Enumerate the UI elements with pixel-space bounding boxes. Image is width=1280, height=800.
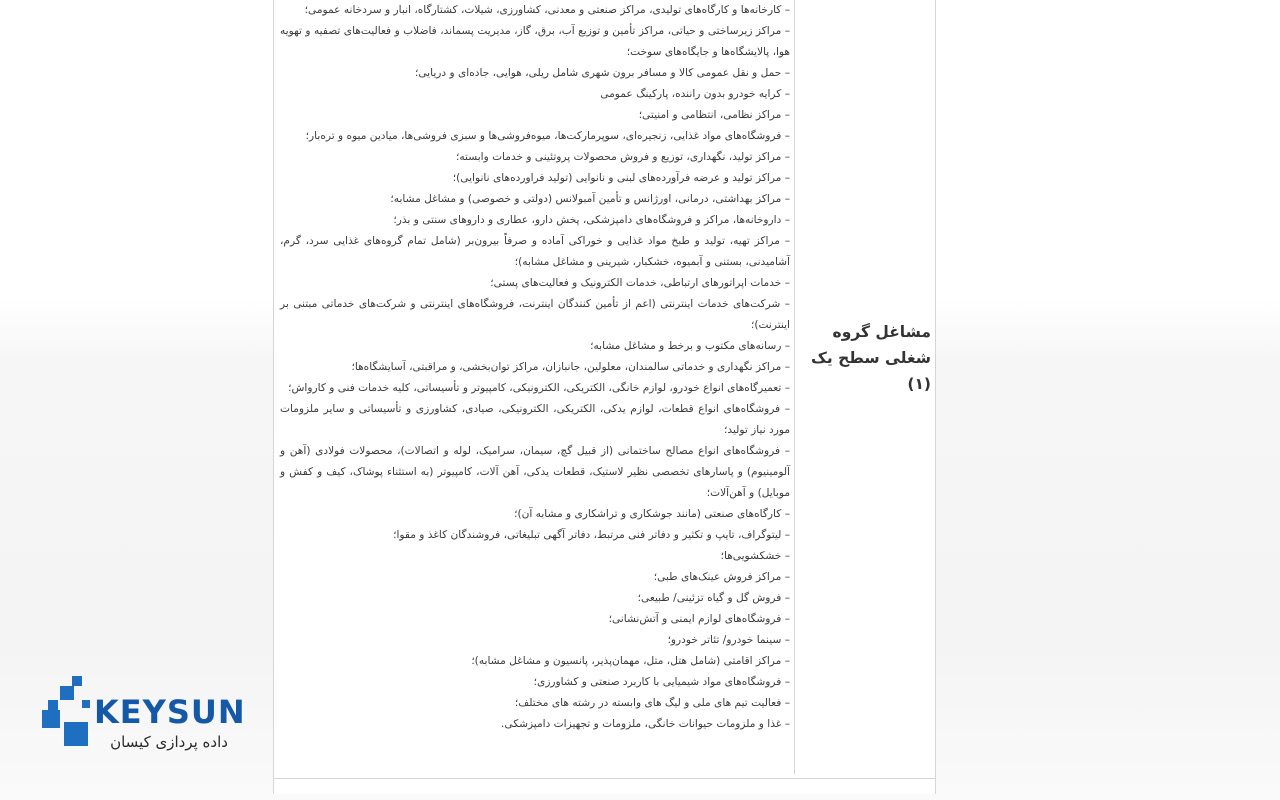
- activity-item: – فروشگاه‌های انواع قطعات، لوازم یدکی، الکتریکی، الکترونیکی، صیادی، کشاورزی و تأسیساتی و سایر ملزومات مورد نیاز تولید؛: [280, 403, 790, 436]
- activity-item: – شرکت‌های خدمات اینترنتی (اعم از تأمین کنندگان اینترنت، فروشگاه‌های اینترنتی و شرکت‌های خدماتی مبتنی بر اینترنت)؛: [280, 298, 790, 331]
- activity-item: – مراکز بهداشتی، درمانی، اورژانس و تأمین آمبولانس (دولتی و خصوصی) و مشاغل مشابه؛: [390, 193, 790, 205]
- activity-item: – خشکشویی‌ها؛: [720, 550, 790, 562]
- activity-item: – فروشگاه‌های انواع مصالح ساختمانی (از قبیل گچ، سیمان، سرامیک، لوله و اتصالات)، محصولات فولادی (آهن و آلومینیوم) و پاسارهای تخصصی نظیر لاستیک، قطعات یدکی، آهن آلات، کامپیوتر (به استثناء پوشاک، کیف و کفش و موبایل) و آهن‌آلات؛: [280, 445, 790, 499]
- activity-item: – تعمیرگاه‌های انواع خودرو، لوازم خانگی، الکتریکی، الکترونیکی، کامپیوتر و تأسیساتی، کلیه خدمات فنی و کارواش؛: [288, 382, 790, 394]
- activity-item: – فروشگاه‌های مواد غذایی، زنجیره‌ای، سوپرمارکت‌ها، میوه‌فروشی‌ها و سبزی فروشی‌ها، میادین میوه و تره‌بار؛: [305, 130, 790, 142]
- table-bottom-border: [274, 778, 935, 779]
- activity-item: – غذا و ملزومات حیوانات خانگی، ملزومات و تجهیزات دامپزشکی.: [501, 718, 790, 730]
- activity-item: – رسانه‌های مکتوب و برخط و مشاغل مشابه؛: [590, 340, 790, 352]
- activity-item: – فروش گل و گیاه تزئینی/ طبیعی؛: [637, 592, 790, 604]
- activity-item: – مراکز نگهداری و خدماتی سالمندان، معلولین، جانبازان، مراکز توان‌بخشی، و مراقبتی، آسایشگاه‌ها؛: [351, 361, 790, 373]
- column-divider: [794, 0, 795, 774]
- activity-item: – مراکز تولید و عرضه فرآورده‌های لبنی و نانوایی (تولید فراورده‌های نانوایی)؛: [452, 172, 790, 184]
- category-title: مشاغل گروه شغلی سطح یک (۱): [811, 323, 931, 393]
- document-table: [273, 0, 936, 794]
- activity-item: – کرایه خودرو بدون راننده، پارکینگ عمومی: [600, 88, 790, 100]
- activity-item: – کارخانه‌ها و کارگاه‌های تولیدی، مراکز صنعتی و معدنی، کشاورزی، شیلات، کشتارگاه، انبار و سردخانه عمومی؛: [304, 4, 790, 16]
- activity-item: – مراکز نظامی، انتظامی و امنیتی؛: [638, 109, 790, 121]
- activity-item: – حمل و نقل عمومی کالا و مسافر برون شهری شامل ریلی، هوایی، جاده‌ای و دریایی؛: [414, 67, 790, 79]
- activity-item: – کارگاه‌های صنعتی (مانند جوشکاری و تراشکاری و مشابه آن)؛: [514, 508, 790, 520]
- activity-item: – سینما خودرو/ تئاتر خودرو؛: [667, 634, 790, 646]
- activity-item: – فروشگاه‌های مواد شیمیایی با کاربرد صنعتی و کشاورزی؛: [533, 676, 790, 688]
- keysun-mark-icon: [42, 676, 94, 752]
- activity-item: – مراکز زیرساختی و حیاتی، مراکز تأمین و توزیع آب، برق، گاز، مدیریت پسماند، فاضلاب و فعالیت‌های تصفیه و تهویه هوا، پالایشگاه‌ها و جایگاه‌های سوخت؛: [280, 25, 790, 58]
- keysun-logo: [42, 676, 246, 756]
- activity-item: – فعالیت تیم های ملی و لیگ های وابسته در رشته های مختلف؛: [514, 697, 790, 709]
- activity-item: – داروخانه‌ها، مراکز و فروشگاه‌های دامپزشکی، پخش دارو، عطاری و داروهای سنتی و بذر؛: [393, 214, 790, 226]
- activities-list: [280, 0, 790, 735]
- activity-item: – مراکز تهیه، تولید و طبخ مواد غذایی و خوراکی آماده و صرفاً بیرون‌بر (شامل تمام گروه‌های غذایی سرد، گرم، آشامیدنی، بستنی و آبمیوه، خشکبار، شیرینی و مشاغل مشابه)؛: [280, 235, 790, 268]
- activity-item: – لیتوگراف، تایپ و تکثیر و دفاتر فنی مرتبط، دفاتر آگهی تبلیغاتی، فروشندگان کاغذ و مقوا؛: [393, 529, 790, 541]
- activity-item: – مراکز تولید، نگهداری، توزیع و فروش محصولات پروتئینی و خدمات وابسته؛: [456, 151, 790, 163]
- activity-item: – فروشگاه‌های لوازم ایمنی و آتش‌نشانی؛: [608, 613, 790, 625]
- brand-tagline: داده پردازی کیسان: [110, 733, 228, 751]
- activity-item: – مراکز اقامتی (شامل هتل، متل، مهمان‌پذیر، پانسیون و مشاغل مشابه)؛: [471, 655, 790, 667]
- activity-item: – خدمات اپراتورهای ارتباطی، خدمات الکترونیک و فعالیت‌های پستی؛: [490, 277, 790, 289]
- activity-item: – مراکز فروش عینک‌های طبی؛: [653, 571, 790, 583]
- brand-name: KEYSUN: [94, 693, 246, 731]
